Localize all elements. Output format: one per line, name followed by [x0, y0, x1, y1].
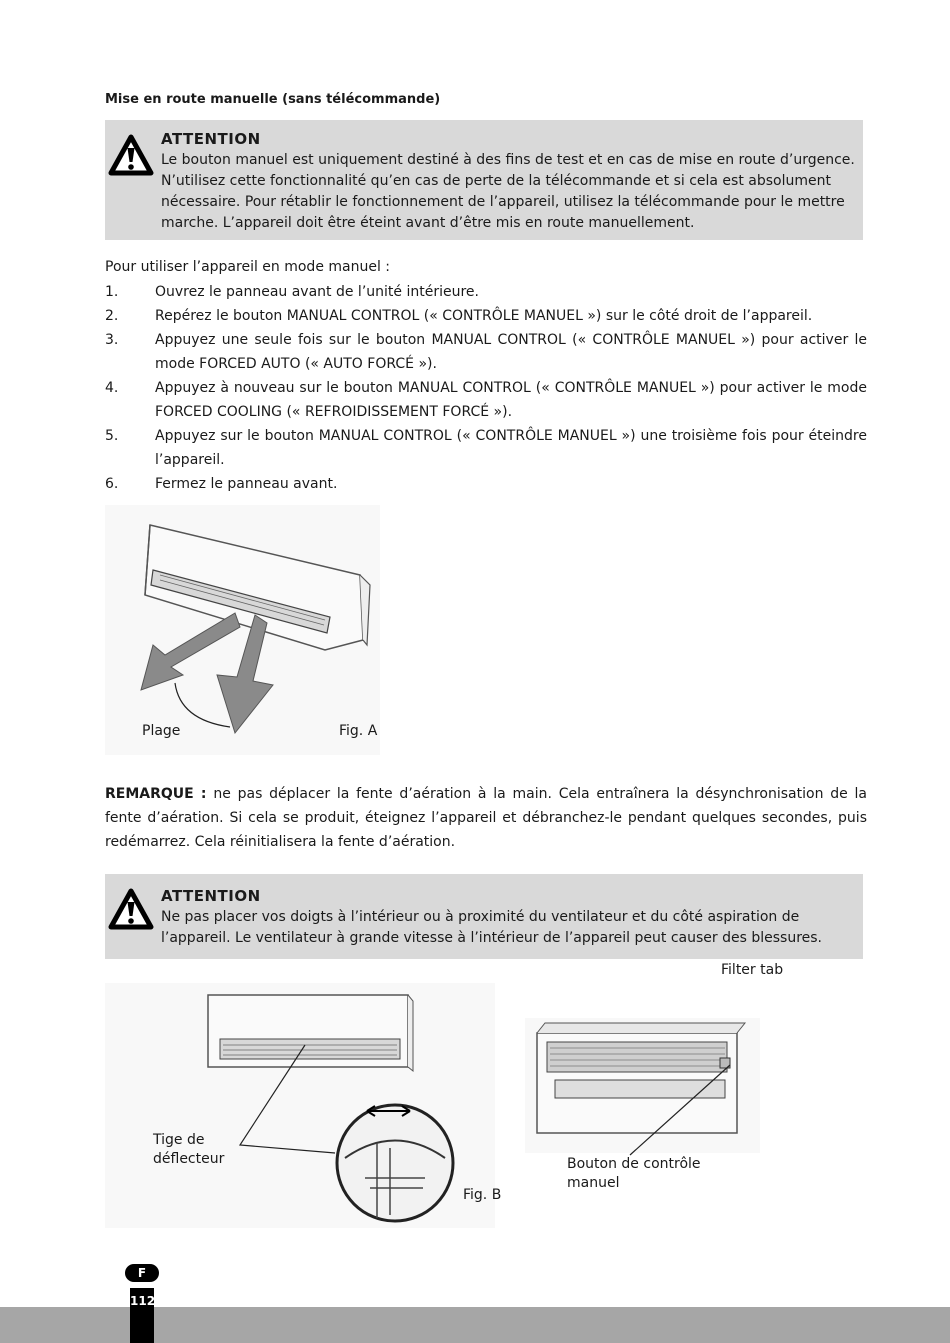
- warning-box: [105, 874, 863, 959]
- plage-label: Plage: [142, 723, 181, 739]
- step-text: Appuyez à nouveau sur le bouton MANUAL CONTROL (« CONTRÔLE MANUEL ») pour activer le mode FORCED COOLING (« REFROIDISSEMENT FORCÉ »).: [155, 380, 867, 420]
- warning-title: ATTENTION: [161, 130, 261, 148]
- warning-text: Ne pas placer vos doigts à l’intérieur ou à proximité du ventilateur et du côté aspiration de l’appareil. Le ventilateur à grande vitesse à l’intérieur de l’appareil peut causer des blessures.: [161, 909, 822, 946]
- step-number: 2.: [105, 308, 119, 324]
- step-number: 6.: [105, 476, 119, 492]
- tige-label-line2: déflecteur: [153, 1151, 225, 1167]
- note-paragraph: [105, 782, 867, 854]
- step-item: [105, 472, 867, 496]
- step-text: Appuyez sur le bouton MANUAL CONTROL (« CONTRÔLE MANUEL ») une troisième fois pour éteindre l’appareil.: [155, 428, 867, 468]
- figure-b-illustration: [105, 983, 495, 1228]
- warning-triangle-icon: [108, 888, 154, 930]
- note-text: ne pas déplacer la fente d’aération à la main. Cela entraînera la désynchronisation de la fente d’aération. Si cela se produit, éteignez l’appareil et débranchez-le pendant quelques secondes, puis redémarrez. Cela réinitialisera la fente d’aération.: [105, 786, 868, 850]
- tige-deflecteur-label: [153, 1131, 224, 1169]
- note-label: REMARQUE :: [105, 786, 207, 802]
- step-number: 3.: [105, 332, 119, 348]
- step-item: [105, 424, 867, 472]
- filter-tab-label: Filter tab: [721, 962, 784, 978]
- page-number: 112: [130, 1294, 156, 1308]
- warning-text: Le bouton manuel est uniquement destiné à des fins de test et en cas de mise en route d’urgence. N’utilisez cette fonctionnalité qu’en cas de perte de la télécommande et si cela est absolument nécessaire. Pour rétablir le fonctionnement de l’appareil, utilisez la télécommande pour le mettre marche. L’appareil doit être éteint avant d’être mis en route manuellement.: [161, 152, 855, 231]
- step-number: 1.: [105, 284, 119, 300]
- figure-a-label: Fig. A: [339, 723, 378, 739]
- step-item: [105, 328, 867, 376]
- intro-text: Pour utiliser l’appareil en mode manuel :: [105, 259, 391, 275]
- tige-label-line1: Tige de: [153, 1132, 205, 1148]
- step-text: Appuyez une seule fois sur le bouton MANUAL CONTROL (« CONTRÔLE MANUEL ») pour activer le mode FORCED AUTO (« AUTO FORCÉ »).: [155, 332, 867, 372]
- step-number: 5.: [105, 428, 119, 444]
- bouton-controle-label: [567, 1155, 701, 1193]
- language-badge: F: [125, 1264, 159, 1282]
- warning-title: ATTENTION: [161, 887, 261, 905]
- bouton-label-line1: Bouton de contrôle: [567, 1156, 701, 1172]
- step-item: [105, 304, 867, 328]
- warning-box: [105, 120, 863, 240]
- steps-list: [105, 280, 867, 496]
- figure-b-label: Fig. B: [463, 1187, 502, 1203]
- warning-triangle-icon: [108, 134, 154, 176]
- pointer-line: [625, 1060, 740, 1160]
- figure-a-illustration: [105, 505, 380, 755]
- step-text: Repérez le bouton MANUAL CONTROL (« CONTRÔLE MANUEL ») sur le côté droit de l’appareil.: [155, 308, 813, 324]
- step-item: [105, 376, 867, 424]
- step-text: Fermez le panneau avant.: [155, 476, 338, 492]
- step-item: [105, 280, 867, 304]
- bouton-label-line2: manuel: [567, 1175, 620, 1191]
- section-title: Mise en route manuelle (sans télécommande): [105, 92, 441, 107]
- step-number: 4.: [105, 380, 119, 396]
- step-text: Ouvrez le panneau avant de l’unité intérieure.: [155, 284, 479, 300]
